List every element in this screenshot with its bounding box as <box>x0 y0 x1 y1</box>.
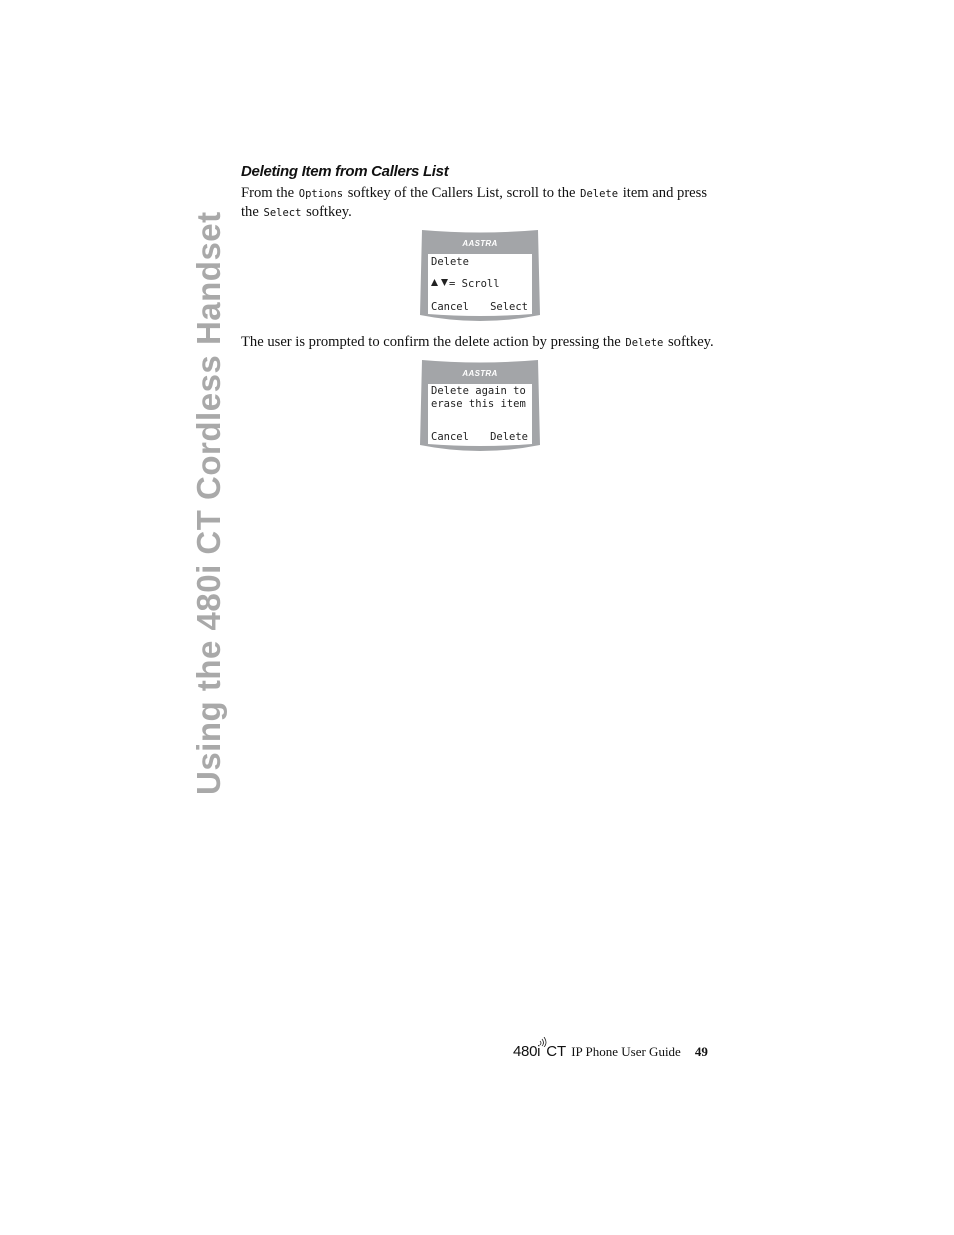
aastra-logo: AASTRA <box>462 239 498 248</box>
page-footer <box>513 1043 708 1060</box>
footer-guide-title: IP Phone User Guide <box>571 1044 681 1059</box>
para1-text-4: softkey. <box>306 204 352 220</box>
softkey-cancel[interactable]: Cancel <box>431 431 469 443</box>
page-number: 49 <box>694 1044 708 1059</box>
footer-model-number: 480 <box>513 1043 538 1060</box>
instruction-paragraph-2 <box>241 333 721 352</box>
para2-text-2: softkey. <box>668 334 714 350</box>
footer-model-ct: CT <box>546 1043 567 1060</box>
para1-text-1: From the <box>241 185 295 201</box>
softkey-select-label: Select <box>263 207 302 219</box>
softkey-cancel[interactable]: Cancel <box>431 301 469 313</box>
item-delete-label: Delete <box>580 188 619 200</box>
aastra-logo: AASTRA <box>462 369 498 378</box>
lcd-line-scroll: = Scroll <box>449 278 500 290</box>
handset-screen-delete-menu <box>420 230 540 323</box>
softkey-delete[interactable]: Delete <box>490 431 528 443</box>
softkey-options-label: Options <box>298 188 344 200</box>
softkey-select[interactable]: Select <box>490 301 528 313</box>
softkey-delete-label: Delete <box>625 337 664 349</box>
lcd-line-confirm-2: erase this item <box>431 398 526 410</box>
lcd-line-delete: Delete <box>431 256 469 268</box>
wireless-signal-icon <box>538 1037 548 1047</box>
para2-text-1: The user is prompted to confirm the delete action by pressing the <box>241 334 621 350</box>
page-content <box>241 160 721 453</box>
side-chapter-title: Using the 480i CT Cordless Handset <box>190 211 227 795</box>
para1-text-3: item and press the <box>241 185 708 220</box>
instruction-paragraph-1 <box>241 184 721 222</box>
footer-model-suffix: i <box>537 1043 541 1060</box>
section-heading: Deleting Item from Callers List <box>241 163 449 180</box>
handset-screen-confirm-delete <box>420 360 540 453</box>
lcd-line-confirm-1: Delete again to <box>431 385 526 397</box>
footer-model <box>513 1043 540 1060</box>
para1-text-2: softkey of the Callers List, scroll to the <box>347 185 576 201</box>
